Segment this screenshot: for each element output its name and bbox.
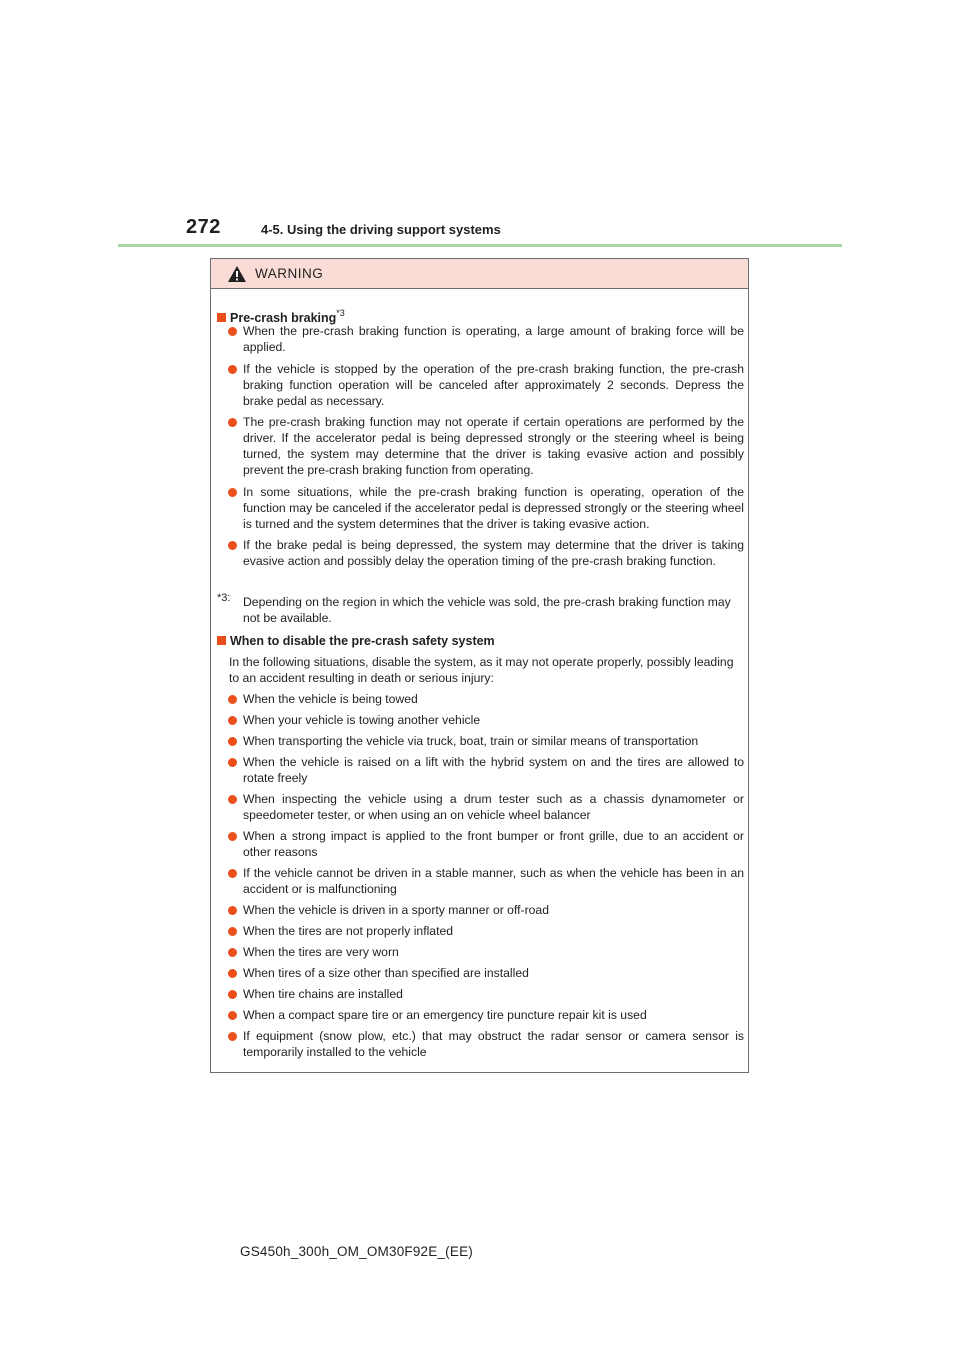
precrash-heading-footnote-ref: *3: [336, 308, 345, 318]
list-item: When the tires are not properly inflated: [228, 923, 744, 939]
bullet-dot-icon: [228, 1011, 237, 1020]
list-item: If equipment (snow plow, etc.) that may obstruct the radar sensor or camera sensor is temporarily installed to the vehicle: [228, 1028, 744, 1060]
list-item: When inspecting the vehicle using a drum tester such as a chassis dynamometer or speedometer tester, or when using an on vehicle wheel balancer: [228, 791, 744, 823]
bullet-dot-icon: [228, 1032, 237, 1041]
bullet-dot-icon: [228, 365, 237, 374]
bullet-dot-icon: [228, 795, 237, 804]
bullet-dot-icon: [228, 969, 237, 978]
list-item: When your vehicle is towing another vehicle: [228, 712, 744, 728]
bullet-dot-icon: [228, 927, 237, 936]
bullet-dot-icon: [228, 695, 237, 704]
list-item: The pre-crash braking function may not operate if certain operations are performed by the driver. If the accelerator pedal is being depressed strongly or the steering wheel is being turned, the system may determine that the driver is taking evasive action and possibly prevent the pre-crash braking function from operating.: [228, 414, 744, 478]
list-item: If the vehicle is stopped by the operation of the pre-crash braking function, the pre-crash braking function operation will be canceled after approximately 2 seconds. Depress the brake pedal as necessary.: [228, 361, 744, 409]
footnote-mark: *3:: [217, 592, 231, 604]
list-item: When transporting the vehicle via truck, boat, train or similar means of transportation: [228, 733, 744, 749]
disable-heading: [217, 633, 495, 649]
bullet-dot-icon: [228, 541, 237, 550]
footnote-text: Depending on the region in which the vehicle was sold, the pre-crash braking function may not be available.: [243, 595, 731, 625]
page-header: [186, 216, 846, 244]
document-code: GS450h_300h_OM_OM30F92E_(EE): [240, 1244, 473, 1259]
bullet-dot-icon: [228, 906, 237, 915]
bullet-dot-icon: [228, 948, 237, 957]
list-item: When the tires are very worn: [228, 944, 744, 960]
list-item: When tires of a size other than specified are installed: [228, 965, 744, 981]
warning-body: [211, 289, 748, 1072]
warning-triangle-icon: [227, 265, 247, 283]
warning-header: [211, 259, 748, 289]
bullet-dot-icon: [228, 327, 237, 336]
list-item: When a compact spare tire or an emergency tire puncture repair kit is used: [228, 1007, 744, 1023]
section-title: 4-5. Using the driving support systems: [261, 222, 501, 237]
page-number: 272: [186, 216, 221, 238]
bullet-dot-icon: [228, 716, 237, 725]
list-item: When the vehicle is being towed: [228, 691, 744, 707]
list-item: When the vehicle is driven in a sporty manner or off-road: [228, 902, 744, 918]
disable-heading-text: When to disable the pre-crash safety system: [230, 634, 495, 648]
square-bullet-icon: [217, 313, 226, 322]
warning-label: WARNING: [255, 266, 324, 281]
disable-intro: In the following situations, disable the system, as it may not operate properly, possibly leading to an accident resulting in death or serious injury:: [229, 655, 734, 686]
precrash-heading-text: Pre-crash braking: [230, 311, 337, 325]
footnote: [217, 594, 744, 626]
list-item: When a strong impact is applied to the front bumper or front grille, due to an accident or other reasons: [228, 828, 744, 860]
list-item: When tire chains are installed: [228, 986, 744, 1002]
warning-box: [210, 258, 749, 1073]
list-item: When the vehicle is raised on a lift with the hybrid system on and the tires are allowed to rotate freely: [228, 754, 744, 786]
bullet-dot-icon: [228, 418, 237, 427]
bullet-dot-icon: [228, 832, 237, 841]
list-item: If the vehicle cannot be driven in a stable manner, such as when the vehicle has been in an accident or is malfunctioning: [228, 865, 744, 897]
bullet-dot-icon: [228, 758, 237, 767]
bullet-dot-icon: [228, 869, 237, 878]
bullet-dot-icon: [228, 737, 237, 746]
bullet-dot-icon: [228, 488, 237, 497]
bullet-dot-icon: [228, 990, 237, 999]
list-item: If the brake pedal is being depressed, the system may determine that the driver is taking evasive action and possibly delay the operation timing of the pre-crash braking function.: [228, 537, 744, 569]
list-item: When the pre-crash braking function is operating, a large amount of braking force will be applied.: [228, 323, 744, 355]
list-item: In some situations, while the pre-crash braking function is operating, operation of the function may be canceled if the accelerator pedal is depressed strongly or the steering wheel is turned and the system determines that the driver is taking evasive action.: [228, 484, 744, 532]
header-rule: [118, 244, 842, 247]
square-bullet-icon: [217, 636, 226, 645]
